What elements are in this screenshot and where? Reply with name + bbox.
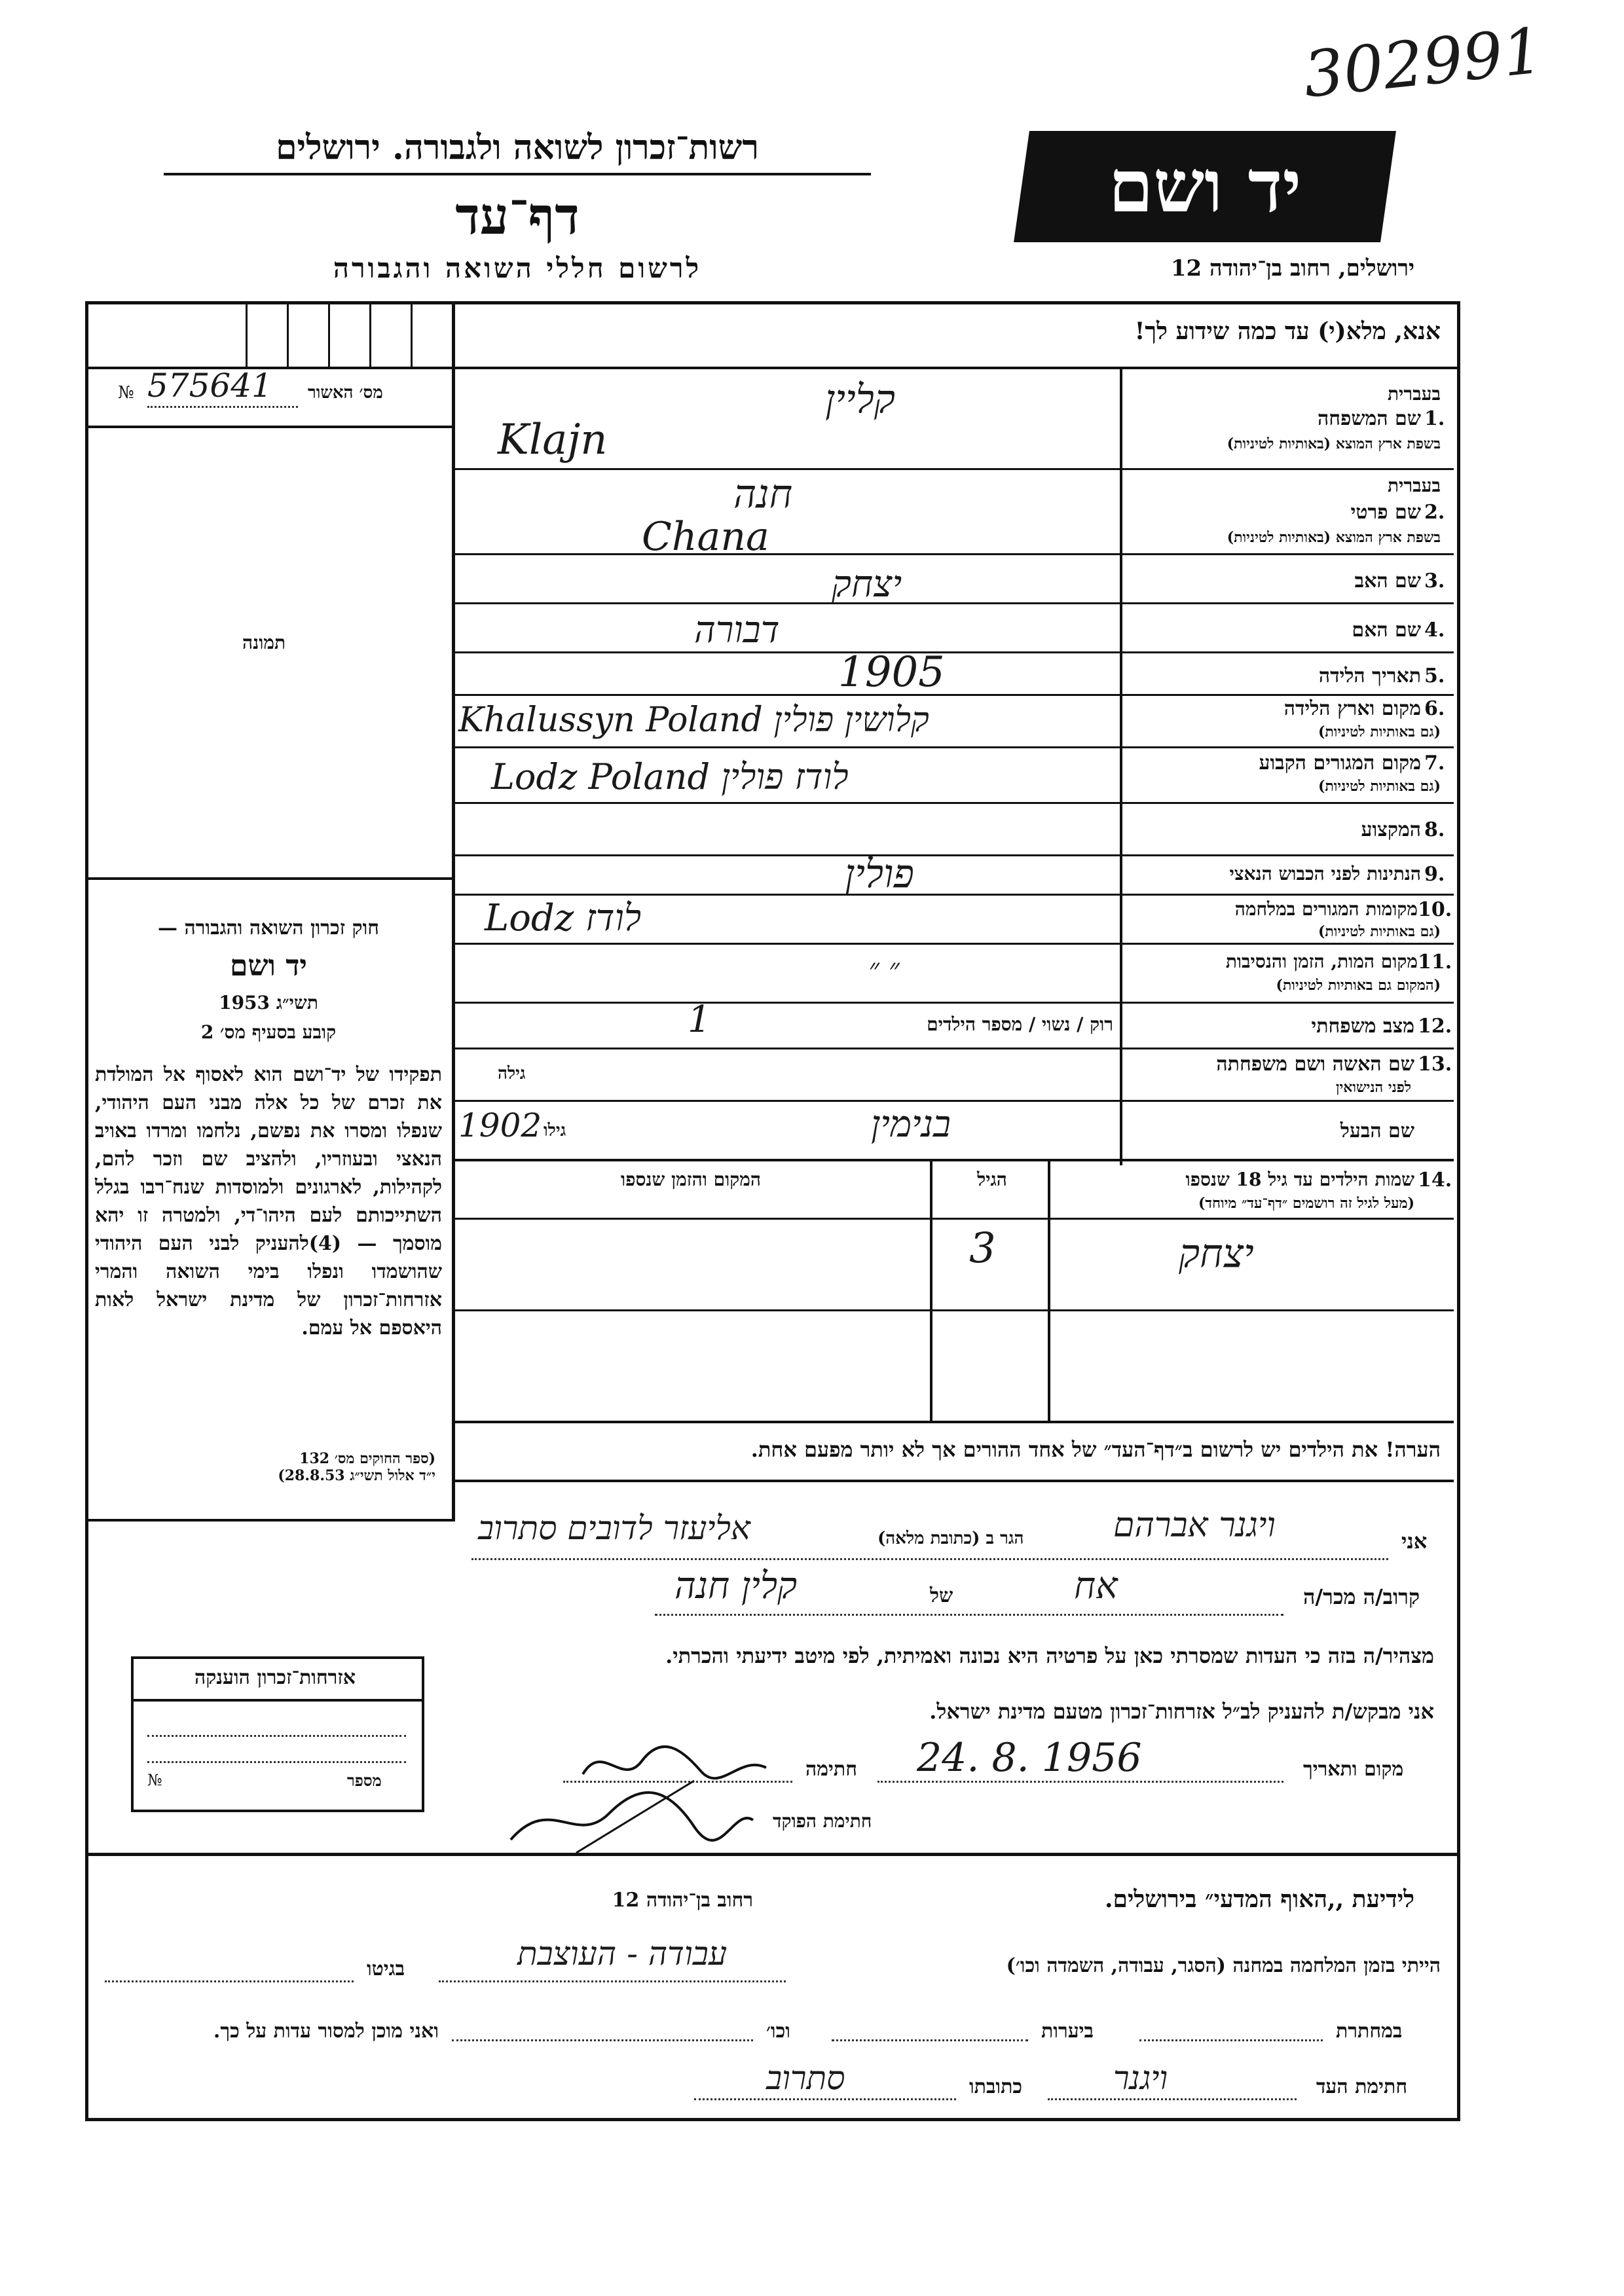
- field8-num: 8.: [1424, 818, 1445, 841]
- field11-sub: (המקום גם באותיות לטיניות): [1276, 977, 1441, 994]
- children-num: 14.: [1418, 1169, 1452, 1192]
- field7-sub: (גם באותיות לטיניות): [1318, 778, 1441, 795]
- field13-label: שם האשה ושם משפחתה: [1216, 1053, 1414, 1076]
- husband-age-label: גילו: [544, 1121, 566, 1140]
- decl-name: ויגנר אברהם: [1113, 1506, 1276, 1545]
- law-clause: קובע בסעיף מס׳ 2: [200, 1021, 337, 1043]
- field10-value: Lodz לודז: [485, 897, 642, 939]
- field5-label: תאריך הלידה: [1318, 665, 1421, 687]
- row-line-13: [452, 1100, 1454, 1102]
- left-column-divider: [452, 301, 455, 1519]
- field2-num: 2.: [1424, 501, 1445, 524]
- field6-sub: (גם באותיות לטיניות): [1318, 723, 1441, 740]
- law-text: תפקידו של יד־ושם הוא לאסוף אל המולדת את זכרם של כל אלה מבני העם היהודי, שנפלו ומסרו את נפשם, נלחמו ומרדו באויב הנאצי ובעוזריו, ולהציב שם וזכר להם, לקהילות, לארגונים ולמוסדות שנח־רבו בגלל השתייכותם לעם היהו־די, ולמטרה זו יהא מוסמך — (4)להעניק לבני העם היהודי שהושמדו ונפלו בימי השואה והמרי אזרחות־זכרון של מדינת ישראל לאות היאספם אל עמם.: [95, 1063, 442, 1339]
- field2-value-hebrew: חנה: [733, 471, 793, 517]
- note-bottom: [452, 1480, 1454, 1482]
- field3-label: שם האב: [1354, 570, 1421, 592]
- row-line-2: [452, 553, 1454, 555]
- children-bottom-line: [452, 1421, 1454, 1423]
- field12-num: 12.: [1418, 1015, 1452, 1038]
- memorial-number-label: מספר: [347, 1771, 382, 1790]
- field6-num: 6.: [1424, 697, 1445, 720]
- memorial-dots-2: [147, 1761, 406, 1763]
- row-line-8: [452, 854, 1454, 856]
- registration-no-mark: №: [118, 383, 134, 403]
- children-col-divider-1: [1048, 1159, 1050, 1421]
- memorial-no-mark: №: [147, 1771, 162, 1789]
- memorial-dots-1: [147, 1735, 406, 1737]
- children-place-header: המקום והזמן שנספו: [621, 1169, 761, 1190]
- memorial-box-divider: [131, 1699, 424, 1702]
- field7-value: Lodz Poland לודז פולין: [491, 756, 849, 797]
- field1-label: שם המשפחה: [1317, 407, 1421, 430]
- field1-num: 1.: [1424, 407, 1445, 430]
- field12-label: מצב משפחתי: [1311, 1015, 1414, 1038]
- decl-line1-dots: [471, 1558, 1388, 1560]
- decl-address-label: הגר ב (כתובת מלאה): [877, 1529, 1024, 1548]
- decl-relation-label: קרוב/ה מכר/ה: [1303, 1584, 1420, 1609]
- row-line-9: [452, 894, 1454, 896]
- field4-value: דבורה: [694, 609, 780, 651]
- place-date-label: מקום ותאריך: [1303, 1758, 1404, 1781]
- yad-vashem-logo: [1014, 131, 1396, 242]
- form-subtitle: לרשום חללי השואה והגבורה: [333, 252, 702, 284]
- row-line-14: [452, 1159, 1454, 1161]
- field5-value: 1905: [838, 648, 945, 697]
- field10-num: 10.: [1418, 898, 1452, 921]
- field3-value: יצחק: [832, 563, 902, 606]
- law-bottom: [85, 1519, 455, 1522]
- row-line-10: [452, 943, 1454, 945]
- registration-tick-boxes: [85, 304, 452, 367]
- row-line-6: [452, 746, 1454, 748]
- field2-value-latin: Chana: [642, 514, 769, 560]
- row-line-5: [452, 694, 1454, 696]
- row-line-4: [452, 651, 1454, 653]
- authority-name: רשות־זכרון לשואה ולגבורה. ירושלים: [164, 128, 871, 175]
- field5-num: 5.: [1424, 665, 1445, 687]
- camp-value: עבודה - העוצבת: [517, 1935, 728, 1973]
- field1-hebrew-label: בעברית: [1387, 383, 1441, 405]
- decl-statement: מצהיר/ה בזה כי העדות שמסרתי כאן על פרטיה היא נכונה ואמיתית, לפי מיטב ידיעתי והכרתי.: [665, 1643, 1434, 1668]
- archive-number: 302991: [1300, 14, 1547, 112]
- logo-text: יד ושם: [1108, 144, 1302, 228]
- row-line-7: [452, 802, 1454, 804]
- children-sub: (מעל לגיל זה רושמים ״דף־עד״ מיוחד): [1198, 1195, 1414, 1212]
- field2-sub: בשפת ארץ המוצא (באותיות לטיניות): [1227, 529, 1441, 546]
- row-line-3: [452, 602, 1454, 604]
- field6-value: Khalussyn Poland קלושין פולין: [458, 701, 929, 740]
- field2-label: שם פרטי: [1350, 501, 1421, 524]
- registration-label: מס׳ האשור: [308, 383, 383, 403]
- field7-label: מקום המגורים הקבוע: [1259, 752, 1421, 774]
- field13-sub: לפני הנישואין: [1335, 1079, 1411, 1096]
- field4-label: שם האם: [1352, 619, 1421, 642]
- hiding-label: במחתרת: [1336, 2020, 1403, 2043]
- info-title: לידיעת ,,האוף המדעי״ בירושלים.: [1104, 1886, 1414, 1913]
- etc-dots: [452, 2039, 753, 2041]
- instruction-divider: [452, 367, 1457, 369]
- field11-num: 11.: [1418, 951, 1452, 974]
- children-label: שמות הילדים עד גיל 18 שנספו: [1185, 1169, 1414, 1190]
- field9-label: הנתינות לפני הכבוש הנאצי: [1229, 863, 1421, 884]
- forest-label: ביערות: [1041, 2020, 1094, 2043]
- hiding-dots: [1139, 2039, 1323, 2041]
- decl-person: קלין חנה: [674, 1565, 798, 1607]
- forest-dots: [832, 2039, 1028, 2041]
- law-title: חוק זכרון השואה והגבורה —: [158, 917, 379, 939]
- date-dots: [877, 1781, 1283, 1783]
- field12-children-count: 1: [688, 998, 711, 1041]
- decl-address: אליעזר לדובים סתרוב: [478, 1509, 750, 1547]
- decl-prefix: אני: [1401, 1529, 1428, 1554]
- children-header-line: [452, 1218, 1454, 1220]
- decl-line2-dots: [655, 1614, 1283, 1616]
- field10-label: מקומות המגורים במלחמה: [1234, 898, 1418, 920]
- child-name: יצחק: [1179, 1231, 1254, 1277]
- officer-signature-mark: [498, 1768, 760, 1859]
- field3-num: 3.: [1424, 570, 1445, 592]
- field9-value: פולין: [845, 851, 914, 897]
- camp-label: הייתי בזמן המלחמה במחנה (הסגר, עבודה, השמדה וכו׳): [1006, 1954, 1441, 1977]
- field10-sub: (גם באותיות לטיניות): [1318, 923, 1441, 940]
- row-line-12: [452, 1048, 1454, 1049]
- husband-value: בנימין: [871, 1103, 951, 1146]
- row-line-1: [452, 468, 1454, 470]
- law-name: יד ושם: [230, 949, 307, 983]
- law-source: (ספר החוקים מס׳ 132 י״ד אלול תשי״ג 28.8.53): [278, 1450, 435, 1484]
- child-age: 3: [969, 1224, 996, 1273]
- decl-relation: אח: [1074, 1565, 1118, 1607]
- ghetto-label: בגיטו: [367, 1958, 405, 1980]
- ghetto-dots: [105, 1980, 354, 1982]
- field12-options: רוק / נשוי / מספר הילדים: [927, 1013, 1113, 1035]
- signature-label: חתימה: [805, 1758, 857, 1781]
- note: הערה! את הילדים יש לרשום ב״דף־העד״ של אחד ההורים אך לא יותר מפעם אחת.: [750, 1437, 1441, 1462]
- field13-age-label: גילה: [498, 1064, 526, 1084]
- witness-address-dots: [694, 2098, 956, 2100]
- instructions: אנא, מלא(י) עד כמה שידוע לך!: [1134, 318, 1441, 345]
- place-date-value: 24. 8. 1956: [917, 1735, 1142, 1781]
- field1-value-latin: Klajn: [498, 416, 608, 464]
- info-top-line: [85, 1853, 1457, 1856]
- etc-label: וכו׳: [766, 2020, 790, 2043]
- field11-label: מקום המות, הזמן והנסיבות: [1225, 951, 1418, 972]
- decl-request: אני מבקש/ת להעניק לב״ל אזרחות־זכרון מטעם מדינת ישראל.: [929, 1699, 1434, 1724]
- photo-bottom: [85, 877, 452, 880]
- witness-address-label: כתובתו: [969, 2075, 1023, 2098]
- registration-bottom: [85, 426, 452, 428]
- children-col-divider-2: [930, 1159, 932, 1421]
- photo-label: תמונה: [242, 632, 286, 653]
- witness-dots: [1048, 2098, 1297, 2100]
- registration-number: 575641: [147, 367, 272, 405]
- header-address: ירושלים, רחוב בן־יהודה 12: [1170, 255, 1414, 282]
- field11-value: ״ ״: [868, 953, 900, 986]
- witness-signature: ויגנר: [1113, 2059, 1168, 2097]
- info-address: רחוב בן־יהודה 12: [612, 1889, 753, 1912]
- witness-address: סתרוב: [766, 2059, 845, 2097]
- memorial-box-title: אזרחות־זכרון הוענקה: [194, 1666, 356, 1689]
- field6-label: מקום וארץ הלידה: [1283, 697, 1421, 720]
- field7-num: 7.: [1424, 752, 1445, 774]
- field1-sub: בשפת ארץ המוצא (באותיות לטיניות): [1227, 435, 1441, 452]
- field1-value-hebrew: קליין: [825, 376, 895, 422]
- field8-label: המקצוע: [1361, 818, 1421, 841]
- form-title: דף־עד: [455, 187, 580, 246]
- law-year: תשי״ג 1953: [219, 992, 318, 1013]
- camp-dots: [439, 1980, 786, 1982]
- registration-dots: [147, 406, 298, 408]
- field4-num: 4.: [1424, 619, 1445, 642]
- officer-signature: [498, 1768, 760, 1862]
- ready-label: ואני מוכן למסור עדות על כך.: [213, 2020, 439, 2043]
- field9-num: 9.: [1424, 863, 1445, 886]
- husband-age: 1902: [458, 1106, 542, 1144]
- decl-of-label: של: [930, 1584, 953, 1607]
- row-line-11: [452, 1002, 1454, 1004]
- husband-label: שם הבעל: [1340, 1120, 1414, 1142]
- witness-signature-label: חתימת העד: [1316, 2075, 1408, 2098]
- field13-num: 13.: [1418, 1053, 1452, 1076]
- labels-column-divider: [1120, 367, 1122, 1165]
- field2-hebrew-label: בעברית: [1387, 475, 1441, 496]
- children-age-header: הגיל: [977, 1169, 1007, 1190]
- children-row-line-1: [452, 1309, 1454, 1311]
- officer-signature-label: חתימת הפוקד: [773, 1810, 872, 1832]
